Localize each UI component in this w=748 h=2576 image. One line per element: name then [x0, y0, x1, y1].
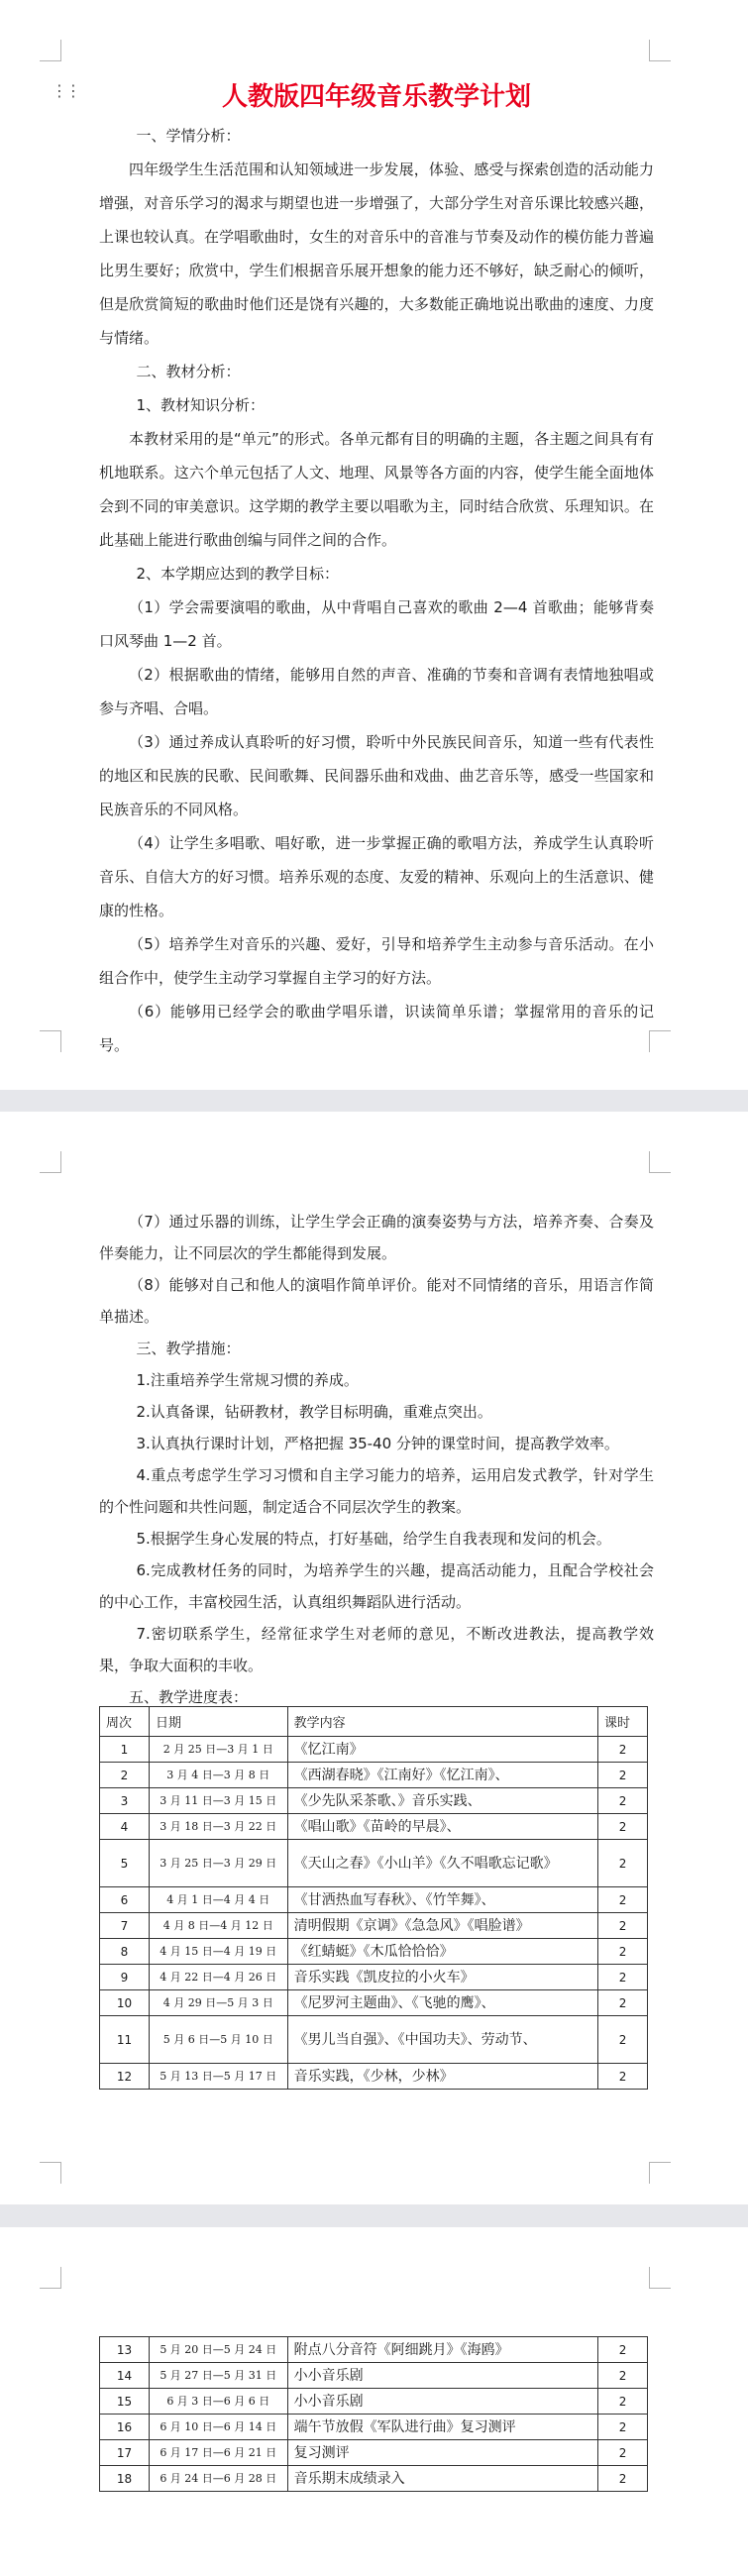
week-cell: 10	[100, 1990, 150, 2016]
header-date: 日期	[149, 1707, 287, 1737]
week-cell: 15	[100, 2389, 150, 2415]
table-row	[100, 2363, 648, 2389]
page-corner-mark	[649, 2162, 671, 2184]
subheading: 1、教材知识分析：	[136, 396, 266, 414]
content-cell: 音乐实践，《少林，少林》	[287, 2064, 597, 2090]
hours-cell: 2	[598, 2016, 648, 2064]
date-cell: 3 月 4 日—3 月 8 日	[149, 1763, 287, 1788]
schedule-table-continued	[99, 2336, 648, 2492]
goal-item: （8）能够对自己和他人的演唱作简单评价。能对不同情绪的音乐，用语言作简单描述。	[99, 1276, 654, 1326]
table-row	[100, 2016, 648, 2064]
hours-cell: 2	[598, 1737, 648, 1763]
table-row	[100, 1939, 648, 1965]
date-cell: 5 月 6 日—5 月 10 日	[149, 2016, 287, 2064]
date-cell: 5 月 20 日—5 月 24 日	[149, 2337, 287, 2363]
content-cell: 《甘洒热血写春秋》、《竹竿舞》、	[287, 1887, 597, 1913]
hours-cell: 2	[598, 1990, 648, 2016]
hours-cell: 2	[598, 1913, 648, 1939]
content-cell: 《唱山歌》《苗岭的早晨》、	[287, 1814, 597, 1840]
date-cell: 6 月 24 日—6 月 28 日	[149, 2466, 287, 2492]
table-row	[100, 2466, 648, 2492]
week-cell: 6	[100, 1887, 150, 1913]
date-cell: 4 月 8 日—4 月 12 日	[149, 1913, 287, 1939]
header-hours: 课时	[598, 1707, 648, 1737]
date-cell: 6 月 3 日—6 月 6 日	[149, 2389, 287, 2415]
table-row	[100, 1887, 648, 1913]
week-cell: 18	[100, 2466, 150, 2492]
page-2	[0, 1112, 748, 2204]
heading-teaching-measures: 三、教学措施：	[136, 1340, 241, 1357]
page-corner-mark	[649, 1151, 671, 1173]
page-corner-mark	[40, 1151, 61, 1173]
hours-cell: 2	[598, 1965, 648, 1990]
table-row	[100, 1840, 648, 1887]
content-cell: 附点八分音符《阿细跳月》《海鸥》	[287, 2337, 597, 2363]
measure-item: 7.密切联系学生，经常征求学生对老师的意见，不断改进教法，提高教学效果，争取大面积的丰收。	[99, 1625, 654, 1674]
measure-item: 4.重点考虑学生学习习惯和自主学习能力的培养，运用启发式教学，针对学生的个性问题和共性问题，制定适合不同层次学生的教案。	[99, 1466, 654, 1516]
week-cell: 14	[100, 2363, 150, 2389]
content-cell: 端午节放假《军队进行曲》复习测评	[287, 2415, 597, 2440]
table-row	[100, 1965, 648, 1990]
content-cell: 小小音乐剧	[287, 2363, 597, 2389]
hours-cell: 2	[598, 2064, 648, 2090]
week-cell: 1	[100, 1737, 150, 1763]
date-cell: 6 月 17 日—6 月 21 日	[149, 2440, 287, 2466]
content-cell: 《西湖春晓》《江南好》《忆江南》、	[287, 1763, 597, 1788]
table-row	[100, 1788, 648, 1814]
heading-schedule: 五、教学进度表：	[129, 1688, 249, 1706]
week-cell: 5	[100, 1840, 150, 1887]
table-row	[100, 1913, 648, 1939]
week-cell: 7	[100, 1913, 150, 1939]
table-header-row	[100, 1707, 648, 1737]
week-cell: 12	[100, 2064, 150, 2090]
content-cell: 《红蜻蜓》《木瓜恰恰恰》	[287, 1939, 597, 1965]
hours-cell: 2	[598, 2415, 648, 2440]
measure-item: 2.认真备课，钻研教材，教学目标明确，重难点突出。	[136, 1403, 492, 1421]
week-cell: 16	[100, 2415, 150, 2440]
page-corner-mark	[40, 2162, 61, 2184]
header-content: 教学内容	[287, 1707, 597, 1737]
table-row	[100, 1990, 648, 2016]
content-cell: 《男儿当自强》、《中国功夫》、劳动节、	[287, 2016, 597, 2064]
week-cell: 13	[100, 2337, 150, 2363]
hours-cell: 2	[598, 1840, 648, 1887]
hours-cell: 2	[598, 2440, 648, 2466]
date-cell: 4 月 29 日—5 月 3 日	[149, 1990, 287, 2016]
content-cell: 小小音乐剧	[287, 2389, 597, 2415]
hours-cell: 2	[598, 1763, 648, 1788]
date-cell: 3 月 25 日—3 月 29 日	[149, 1840, 287, 1887]
schedule-body-page-3	[100, 2337, 648, 2492]
date-cell: 4 月 15 日—4 月 19 日	[149, 1939, 287, 1965]
page-1-text	[99, 77, 654, 1062]
hours-cell: 2	[598, 1939, 648, 1965]
page-1	[0, 0, 748, 1090]
table-row	[100, 2415, 648, 2440]
date-cell: 4 月 22 日—4 月 26 日	[149, 1965, 287, 1990]
content-cell: 《天山之春》《小山羊》《久不唱歌忘记歌》	[287, 1840, 597, 1887]
date-cell: 2 月 25 日—3 月 1 日	[149, 1737, 287, 1763]
content-cell: 音乐期末成绩录入	[287, 2466, 597, 2492]
date-cell: 6 月 10 日—6 月 14 日	[149, 2415, 287, 2440]
schedule-table	[99, 1706, 648, 2090]
date-cell: 3 月 11 日—3 月 15 日	[149, 1788, 287, 1814]
hours-cell: 2	[598, 1788, 648, 1814]
heading-textbook-analysis: 二、教材分析：	[136, 363, 241, 380]
week-cell: 11	[100, 2016, 150, 2064]
paragraph: 本教材采用的是“单元”的形式。各单元都有目的明确的主题，各主题之间具有有机地联系。这六个单元包括了人文、地理、风景等各方面的内容，使学生能全面地体会到不同的审美意识。这学期的教学主要以唱歌为主，同时结合欣赏、乐理知识。在此基础上能进行歌曲创编与同伴之间的合作。	[99, 430, 654, 549]
date-cell: 3 月 18 日—3 月 22 日	[149, 1814, 287, 1840]
week-cell: 17	[100, 2440, 150, 2466]
page-corner-mark	[40, 40, 61, 61]
table-row	[100, 1737, 648, 1763]
content-cell: 音乐实践《凯皮拉的小火车》	[287, 1965, 597, 1990]
measure-item: 6.完成教材任务的同时，为培养学生的兴趣，提高活动能力，且配合学校社会的中心工作，丰富校园生活，认真组织舞蹈队进行活动。	[99, 1561, 654, 1611]
goal-item: （3）通过养成认真聆听的好习惯，聆听中外民族民间音乐，知道一些有代表性的地区和民族的民歌、民间歌舞、民间器乐曲和戏曲、曲艺音乐等，感受一些国家和民族音乐的不同风格。	[99, 733, 654, 818]
goal-item: （2）根据歌曲的情绪，能够用自然的声音、准确的节奏和音调有表情地独唱或参与齐唱、合唱。	[99, 666, 654, 717]
week-cell: 2	[100, 1763, 150, 1788]
goal-item: （1）学会需要演唱的歌曲，从中背唱自己喜欢的歌曲 2—4 首歌曲；能够背奏口风琴曲 1—2 首。	[99, 598, 654, 650]
content-cell: 《尼罗河主题曲》、《飞驰的鹰》、	[287, 1990, 597, 2016]
table-row	[100, 2389, 648, 2415]
table-row	[100, 1763, 648, 1788]
goal-item: （5）培养学生对音乐的兴趣、爱好，引导和培养学生主动参与音乐活动。在小组合作中，使学生主动学习掌握自主学习的好方法。	[99, 935, 654, 987]
content-cell: 《忆江南》	[287, 1737, 597, 1763]
page-corner-mark	[40, 2267, 61, 2289]
table-row	[100, 1814, 648, 1840]
week-cell: 8	[100, 1939, 150, 1965]
goal-item: （7）通过乐器的训练，让学生学会正确的演奏姿势与方法，培养齐奏、合奏及伴奏能力，让不同层次的学生都能得到发展。	[99, 1213, 654, 1262]
table-row	[100, 2440, 648, 2466]
content-cell: 《少先队采茶歌、》音乐实践、	[287, 1788, 597, 1814]
hours-cell: 2	[598, 2466, 648, 2492]
document-title: 人教版四年级音乐教学计划	[221, 82, 531, 112]
content-cell: 复习测评	[287, 2440, 597, 2466]
measure-item: 3.认真执行课时计划，严格把握 35-40 分钟的课堂时间，提高教学效率。	[136, 1435, 619, 1452]
paragraph: 四年级学生生活范围和认知领域进一步发展，体验、感受与探索创造的活动能力增强，对音乐学习的渴求与期望也进一步增强了，大部分学生对音乐课比较感兴趣，上课也较认真。在学唱歌曲时，女生的对音乐中的音准与节奏及动作的模仿能力普遍比男生要好；欣赏中，学生们根据音乐展开想象的能力还不够好，缺乏耐心的倾听，但是欣赏简短的歌曲时他们还是饶有兴趣的，大多数能正确地说出歌曲的速度、力度与情绪。	[99, 161, 654, 347]
page-2-text	[99, 1206, 654, 1713]
date-cell: 5 月 13 日—5 月 17 日	[149, 2064, 287, 2090]
goal-item: （4）让学生多唱歌、唱好歌，进一步掌握正确的歌唱方法，养成学生认真聆听音乐、自信大方的好习惯。培养乐观的态度、友爱的精神、乐观向上的生活意识、健康的性格。	[99, 834, 654, 919]
page-corner-mark	[649, 40, 671, 61]
page-corner-mark	[40, 1030, 61, 1052]
week-cell: 4	[100, 1814, 150, 1840]
table-row	[100, 2064, 648, 2090]
content-cell: 清明假期《京调》《急急风》《唱脸谱》	[287, 1913, 597, 1939]
hours-cell: 2	[598, 2389, 648, 2415]
measure-item: 5.根据学生身心发展的特点，打好基础，给学生自我表现和发问的机会。	[136, 1530, 611, 1548]
goal-item: （6）能够用已经学会的歌曲学唱乐谱，识读简单乐谱；掌握常用的音乐的记号。	[99, 1003, 654, 1054]
week-cell: 9	[100, 1965, 150, 1990]
date-cell: 4 月 1 日—4 月 4 日	[149, 1887, 287, 1913]
date-cell: 5 月 27 日—5 月 31 日	[149, 2363, 287, 2389]
heading-learner-analysis: 一、学情分析：	[136, 127, 241, 145]
week-cell: 3	[100, 1788, 150, 1814]
page-3	[0, 2227, 748, 2576]
table-row	[100, 2337, 648, 2363]
subheading: 2、本学期应达到的教学目标：	[136, 565, 340, 583]
measure-item: 1.注重培养学生常规习惯的养成。	[136, 1371, 359, 1389]
hours-cell: 2	[598, 1814, 648, 1840]
schedule-body-page-2	[100, 1737, 648, 2090]
hours-cell: 2	[598, 2337, 648, 2363]
hours-cell: 2	[598, 2363, 648, 2389]
hours-cell: 2	[598, 1887, 648, 1913]
drag-handle-icon[interactable]: ⋮⋮	[52, 81, 79, 100]
page-corner-mark	[649, 2267, 671, 2289]
header-week: 周次	[100, 1707, 150, 1737]
